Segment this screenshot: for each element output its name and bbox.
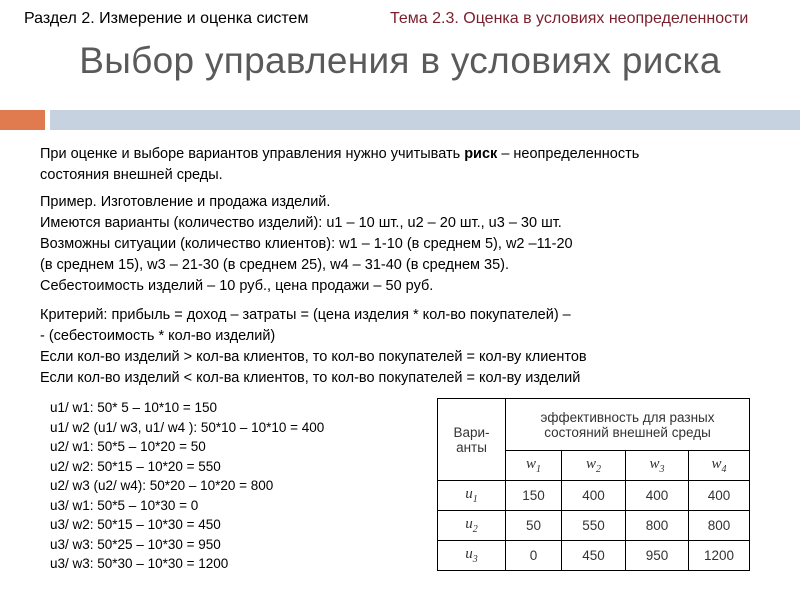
- effectiveness-header-line: эффективность для разных: [540, 409, 715, 425]
- risk-term: риск: [464, 146, 498, 162]
- intro-line-1-suffix: – неопределенность: [497, 146, 640, 162]
- effectiveness-header-cell: [506, 399, 750, 451]
- intro-line-1: [40, 144, 639, 165]
- title-rule-accent: [0, 110, 45, 130]
- value-cell: 400: [562, 481, 626, 511]
- variant-symbol: u: [465, 486, 473, 502]
- value-cell: 150: [506, 481, 562, 511]
- effectiveness-header-line: состояний внешней среды: [544, 424, 711, 440]
- title-rule-bar: [50, 110, 800, 130]
- state-header-cell: [506, 451, 562, 481]
- example-line: Возможны ситуации (количество клиентов): w1 – 1-10 (в среднем 5), w2 –11-20: [40, 236, 573, 252]
- slide-title: Выбор управления в условиях риска: [79, 40, 721, 81]
- variants-header-cell: [438, 399, 506, 481]
- state-index: 2: [596, 464, 601, 475]
- example-line: Пример. Изготовление и продажа изделий.: [40, 194, 331, 210]
- topic-header: Тема 2.3. Оценка в условиях неопределенности: [390, 10, 749, 27]
- calc-line: u1/ w2 (u1/ w3, u1/ w4 ): 50*10 – 10*10 = 400: [50, 419, 325, 435]
- criterion-line: Если кол-во изделий < кол-ва клиентов, то кол-во покупателей = кол-ву изделий: [40, 370, 581, 386]
- value-cell: 50: [506, 511, 562, 541]
- calc-line: u3/ w1: 50*5 – 10*30 = 0: [50, 497, 199, 513]
- intro-paragraph: [40, 144, 639, 186]
- calc-line: u3/ w3: 50*30 – 10*30 = 1200: [50, 556, 229, 571]
- table-row: [438, 511, 750, 541]
- state-symbol: w: [649, 456, 660, 472]
- example-line: Имеются варианты (количество изделий): u1 – 10 шт., u2 – 20 шт., u3 – 30 шт.: [40, 215, 562, 231]
- variant-index: 2: [472, 524, 478, 535]
- calc-line: u1/ w1: 50* 5 – 10*10 = 150: [50, 400, 218, 415]
- value-cell: 950: [626, 541, 689, 571]
- section-header: Раздел 2. Измерение и оценка систем: [24, 10, 309, 27]
- value-cell: 400: [689, 481, 750, 511]
- calc-line: u2/ w3 (u2/ w4): 50*20 – 10*20 = 800: [50, 478, 274, 493]
- value-cell: 1200: [689, 541, 750, 571]
- state-index: 1: [536, 464, 541, 475]
- effectiveness-table: [437, 398, 750, 571]
- variant-symbol: u: [465, 546, 473, 562]
- state-symbol: w: [525, 456, 536, 472]
- state-symbol: w: [585, 456, 596, 472]
- calculations-list: [50, 398, 324, 574]
- state-symbol: w: [711, 456, 722, 472]
- example-line: Себестоимость изделий – 10 руб., цена продажи – 50 руб.: [40, 278, 434, 294]
- value-cell: 400: [626, 481, 689, 511]
- variant-index: 3: [472, 554, 478, 565]
- state-header-cell: [626, 451, 689, 481]
- value-cell: 450: [562, 541, 626, 571]
- table-row: [438, 541, 750, 571]
- criterion-line: - (себестоимость * кол-во изделий): [40, 328, 276, 344]
- variant-index: 1: [472, 494, 478, 505]
- state-header-cell: [689, 451, 750, 481]
- table-row: [438, 481, 750, 511]
- variant-cell: [438, 541, 506, 571]
- criterion-line: Если кол-во изделий > кол-ва клиентов, то кол-во покупателей = кол-ву клиентов: [40, 349, 587, 365]
- calc-line: u3/ w3: 50*25 – 10*30 = 950: [50, 536, 221, 552]
- intro-line-1-prefix: При оценке и выборе вариантов управления нужно учитывать: [40, 146, 465, 162]
- criterion-paragraph: [40, 305, 587, 389]
- state-index: 3: [659, 464, 665, 475]
- variants-header-line: Вари-: [453, 424, 490, 440]
- variants-header-line: анты: [456, 439, 487, 455]
- value-cell: 800: [626, 511, 689, 541]
- example-line: (в среднем 15), w3 – 21-30 (в среднем 25), w4 – 31-40 (в среднем 35).: [40, 257, 510, 273]
- calc-line: u3/ w2: 50*15 – 10*30 = 450: [50, 517, 221, 532]
- state-header-cell: [562, 451, 626, 481]
- table-header-row: [438, 399, 750, 451]
- value-cell: 550: [562, 511, 626, 541]
- variant-cell: [438, 481, 506, 511]
- calc-line: u2/ w2: 50*15 – 10*20 = 550: [50, 458, 221, 474]
- criterion-line: Критерий: прибыль = доход – затраты = (цена изделия * кол-во покупателей) –: [40, 307, 571, 323]
- variant-symbol: u: [465, 516, 473, 532]
- example-paragraph: [40, 192, 573, 297]
- calc-line: u2/ w1: 50*5 – 10*20 = 50: [50, 439, 206, 454]
- value-cell: 800: [689, 511, 750, 541]
- value-cell: 0: [506, 541, 562, 571]
- intro-line-2: состояния внешней среды.: [40, 167, 223, 183]
- state-index: 4: [721, 464, 727, 475]
- variant-cell: [438, 511, 506, 541]
